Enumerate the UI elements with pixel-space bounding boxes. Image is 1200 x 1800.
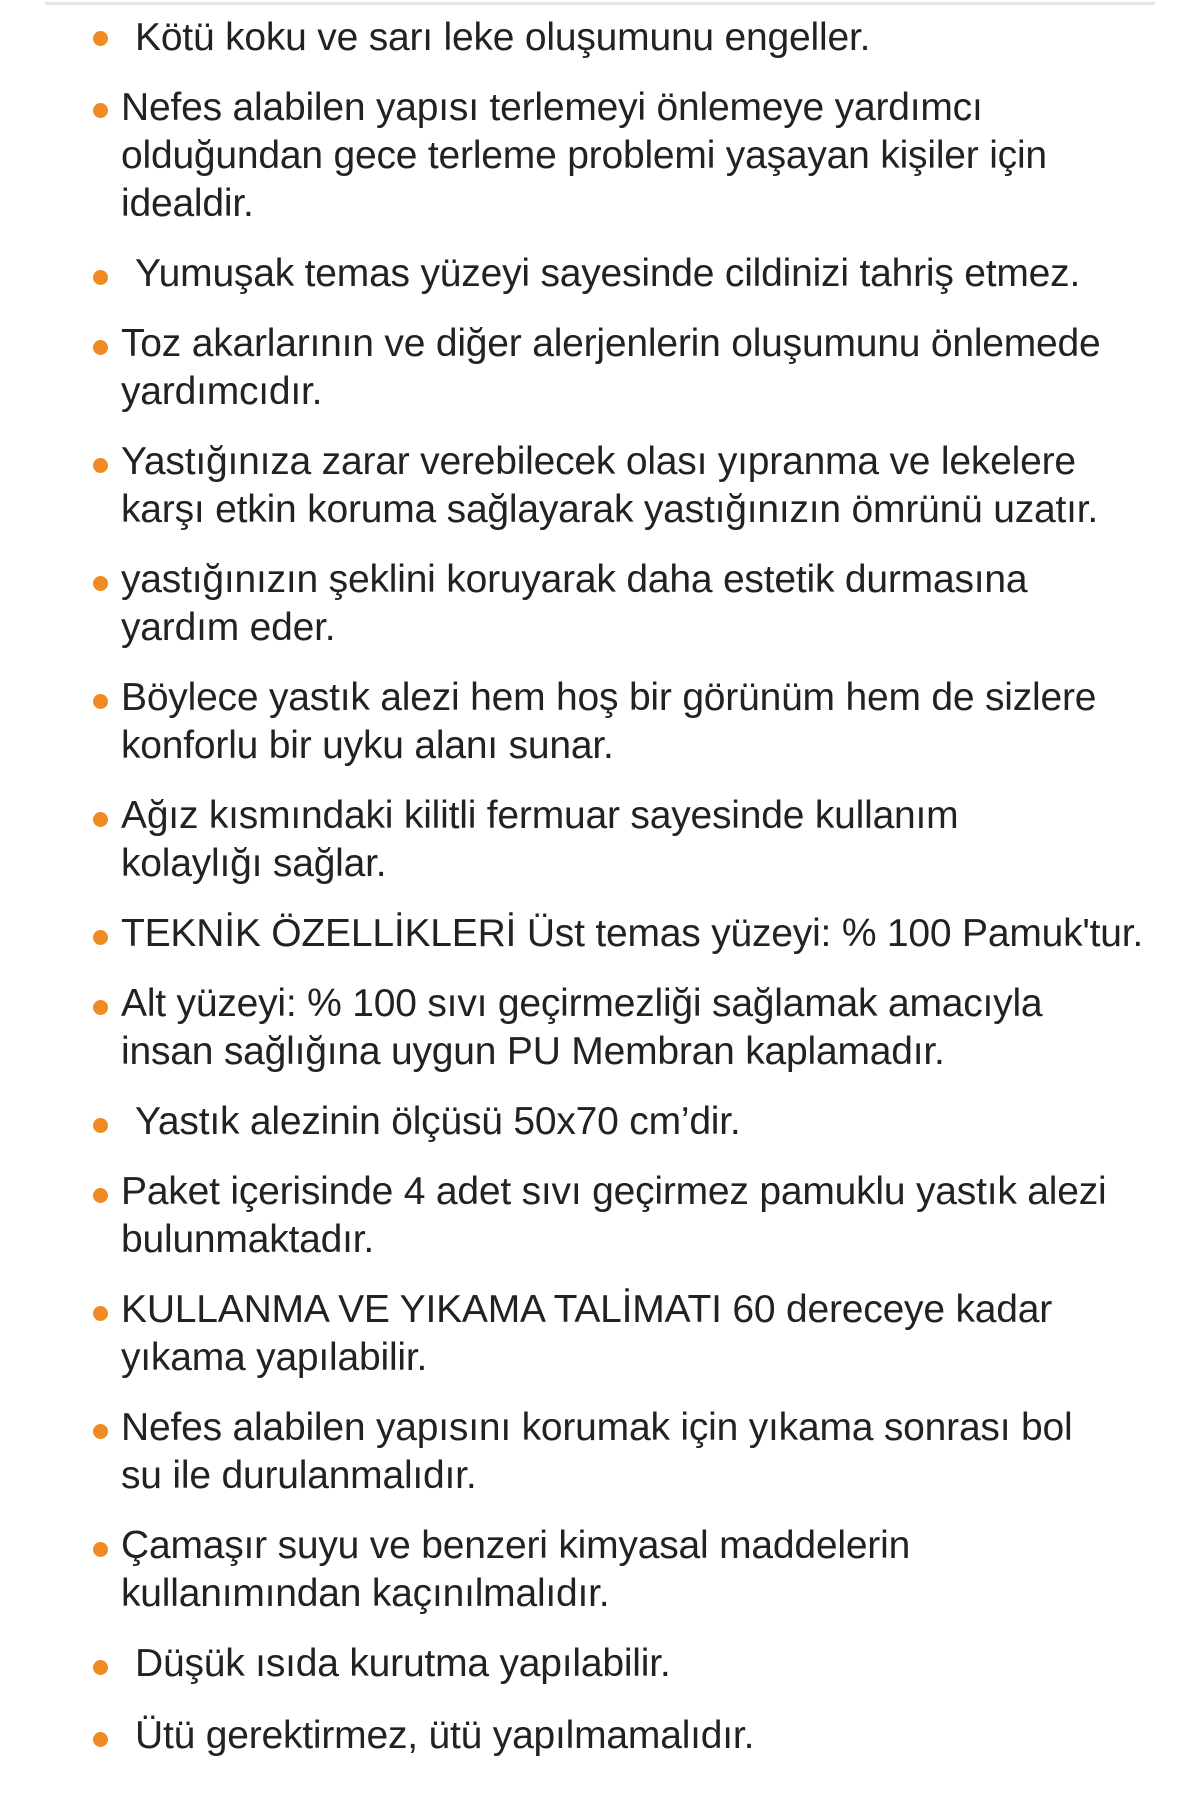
bullet-dot-icon [93,1306,108,1321]
list-item-text: TEKNİK ÖZELLİKLERİ Üst temas yüzeyi: % 100 Pamuk'tur. [121,912,1144,955]
top-divider [45,2,1155,5]
list-item-text: Yumuşak temas yüzeyi sayesinde cildinizi tahriş etmez. [135,252,1081,295]
list-item-text: Yastık alezinin ölçüsü 50x70 cm’dir. [135,1100,741,1143]
list-item-text: Nefes alabilen yapısını korumak için yıkama sonrası bol su ile durulanmalıdır. [121,1406,1073,1497]
bullet-dot-icon [93,1188,108,1203]
bullet-dot-icon [93,270,108,285]
list-item-text: Nefes alabilen yapısı terlemeyi önlemeye yardımcı olduğundan gece terleme problemi yaşayan kişiler için idealdir. [121,86,1047,225]
bullet-dot-icon [93,458,108,473]
list-item-text: Alt yüzeyi: % 100 sıvı geçirmezliği sağlamak amacıyla insan sağlığına uygun PU Membran kaplamadır. [121,982,1043,1073]
list-item-text: Ütü gerektirmez, ütü yapılmamalıdır. [135,1714,755,1757]
list-item-text: Böylece yastık alezi hem hoş bir görünüm hem de sizlere konforlu bir uyku alanı sunar. [121,676,1097,767]
bullet-dot-icon [93,1000,108,1015]
bullet-dot-icon [93,930,108,945]
bullet-dot-icon [93,1542,108,1557]
bullet-dot-icon [93,1424,108,1439]
list-item-text: Toz akarlarının ve diğer alerjenlerin oluşumunu önlemede yardımcıdır. [121,322,1101,413]
list-item-text: Paket içerisinde 4 adet sıvı geçirmez pamuklu yastık alezi bulunmaktadır. [121,1170,1107,1261]
bullet-dot-icon [93,694,108,709]
bullet-dot-icon [93,103,108,118]
list-item-text: Kötü koku ve sarı leke oluşumunu engeller. [135,16,871,59]
list-item-text: Çamaşır suyu ve benzeri kimyasal maddelerin kullanımından kaçınılmalıdır. [121,1524,911,1615]
bullet-dot-icon [93,812,108,827]
list-item-text: KULLANMA VE YIKAMA TALİMATI 60 dereceye kadar yıkama yapılabilir. [121,1288,1053,1379]
list-item-text: Ağız kısmındaki kilitli fermuar sayesinde kullanım kolaylığı sağlar. [121,794,959,885]
bullet-dot-icon [93,340,108,355]
list-item-text: Yastığınıza zarar verebilecek olası yıpranma ve lekelere karşı etkin koruma sağlayarak yastığınızın ömrünü uzatır. [121,440,1099,531]
bullet-dot-icon [93,1660,108,1675]
bullet-dot-icon [93,576,108,591]
bullet-dot-icon [93,1118,108,1133]
bullet-dot-icon [93,31,108,46]
list-item-text: yastığınızın şeklini koruyarak daha estetik durmasına yardım eder. [121,558,1028,649]
list-item-text: Düşük ısıda kurutma yapılabilir. [135,1642,671,1685]
bullet-dot-icon [93,1732,108,1747]
